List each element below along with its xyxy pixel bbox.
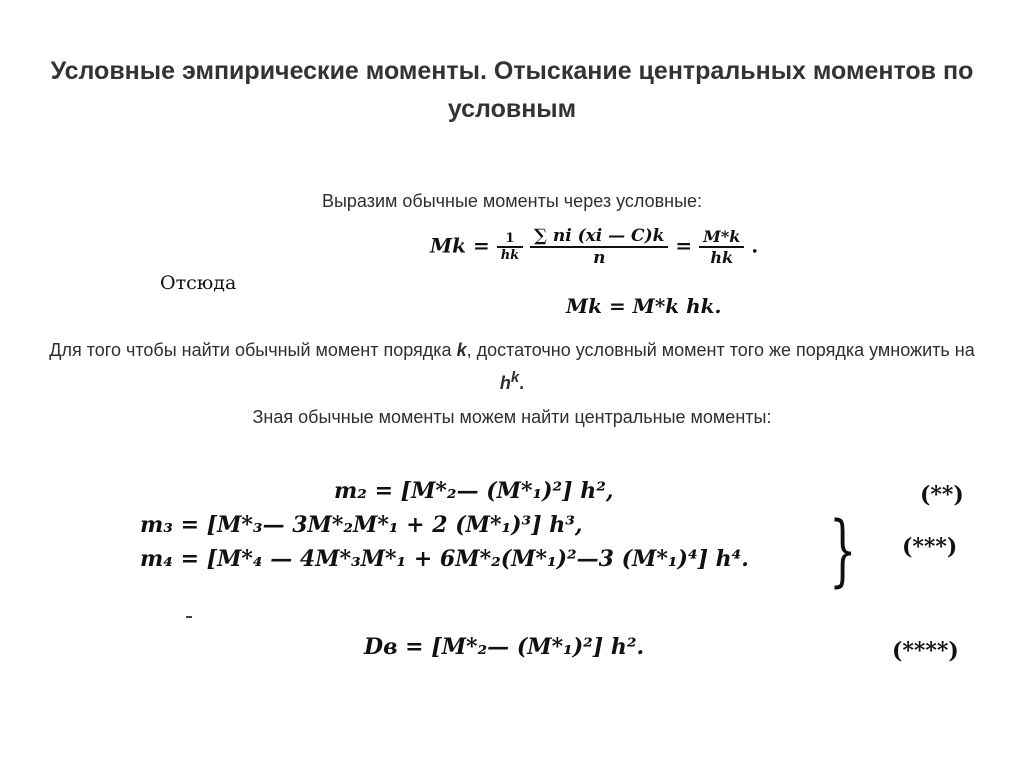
- rule-part2: , достаточно условный момент того же порядка умножить на: [466, 340, 975, 360]
- rule-part1: Для того чтобы найти обычный момент порядка: [49, 340, 457, 360]
- formula1-rhs-den: hk: [710, 248, 734, 267]
- formula1-rhs-num: M*k: [699, 227, 744, 248]
- slide-title: Условные эмпирические моменты. Отыскание центральных моментов по условным: [50, 57, 974, 123]
- rule-sup: k: [510, 369, 520, 386]
- formula1-sum: [530, 226, 668, 268]
- intro-text: Выразим обычные моменты через условные:: [321, 191, 703, 211]
- formula1-rhs: [699, 227, 744, 267]
- label-m3-m4: (***): [902, 534, 958, 560]
- formula1-equals: =: [675, 233, 693, 258]
- hence-label: Отсюда: [160, 272, 237, 294]
- central-intro-text: Зная обычные моменты можем найти центральные моменты:: [252, 407, 772, 427]
- formula1-coef: [497, 231, 523, 263]
- formula-variance: Dв = [M*₂— (M*₁)²] h².: [364, 634, 645, 660]
- formula-m4: m₄ = [M*₄ — 4M*₃M*₁ + 6M*₂(M*₁)²—3 (M*₁)⁴] h⁴.: [140, 546, 749, 572]
- brace: }: [829, 506, 857, 596]
- formula1-sum-num: ∑ ni (xi — C)k: [530, 226, 668, 248]
- formula-m3: m₃ = [M*₃— 3M*₂M*₁ + 2 (M*₁)³] h³,: [140, 512, 583, 538]
- label-m2: (**): [920, 482, 964, 508]
- formula1-lhs: Mk =: [430, 233, 497, 258]
- formula-ordinary-moment: Mk = M*k hk.: [566, 294, 722, 318]
- stray-dash: [186, 616, 192, 618]
- rule-k: k: [456, 340, 467, 360]
- rule-end: .: [519, 373, 525, 393]
- formula1-sum-den: n: [593, 248, 606, 268]
- label-variance: (****): [892, 638, 959, 664]
- formula1-coef-num: 1: [497, 231, 523, 248]
- rule-text: [40, 336, 984, 397]
- rule-h: h: [499, 373, 511, 393]
- formula1-end: .: [751, 233, 759, 258]
- formula1-coef-den: hk: [500, 248, 520, 263]
- formula-m2: m₂ = [M*₂— (M*₁)²] h²,: [334, 478, 614, 504]
- formula-conditional-moment: [430, 226, 758, 268]
